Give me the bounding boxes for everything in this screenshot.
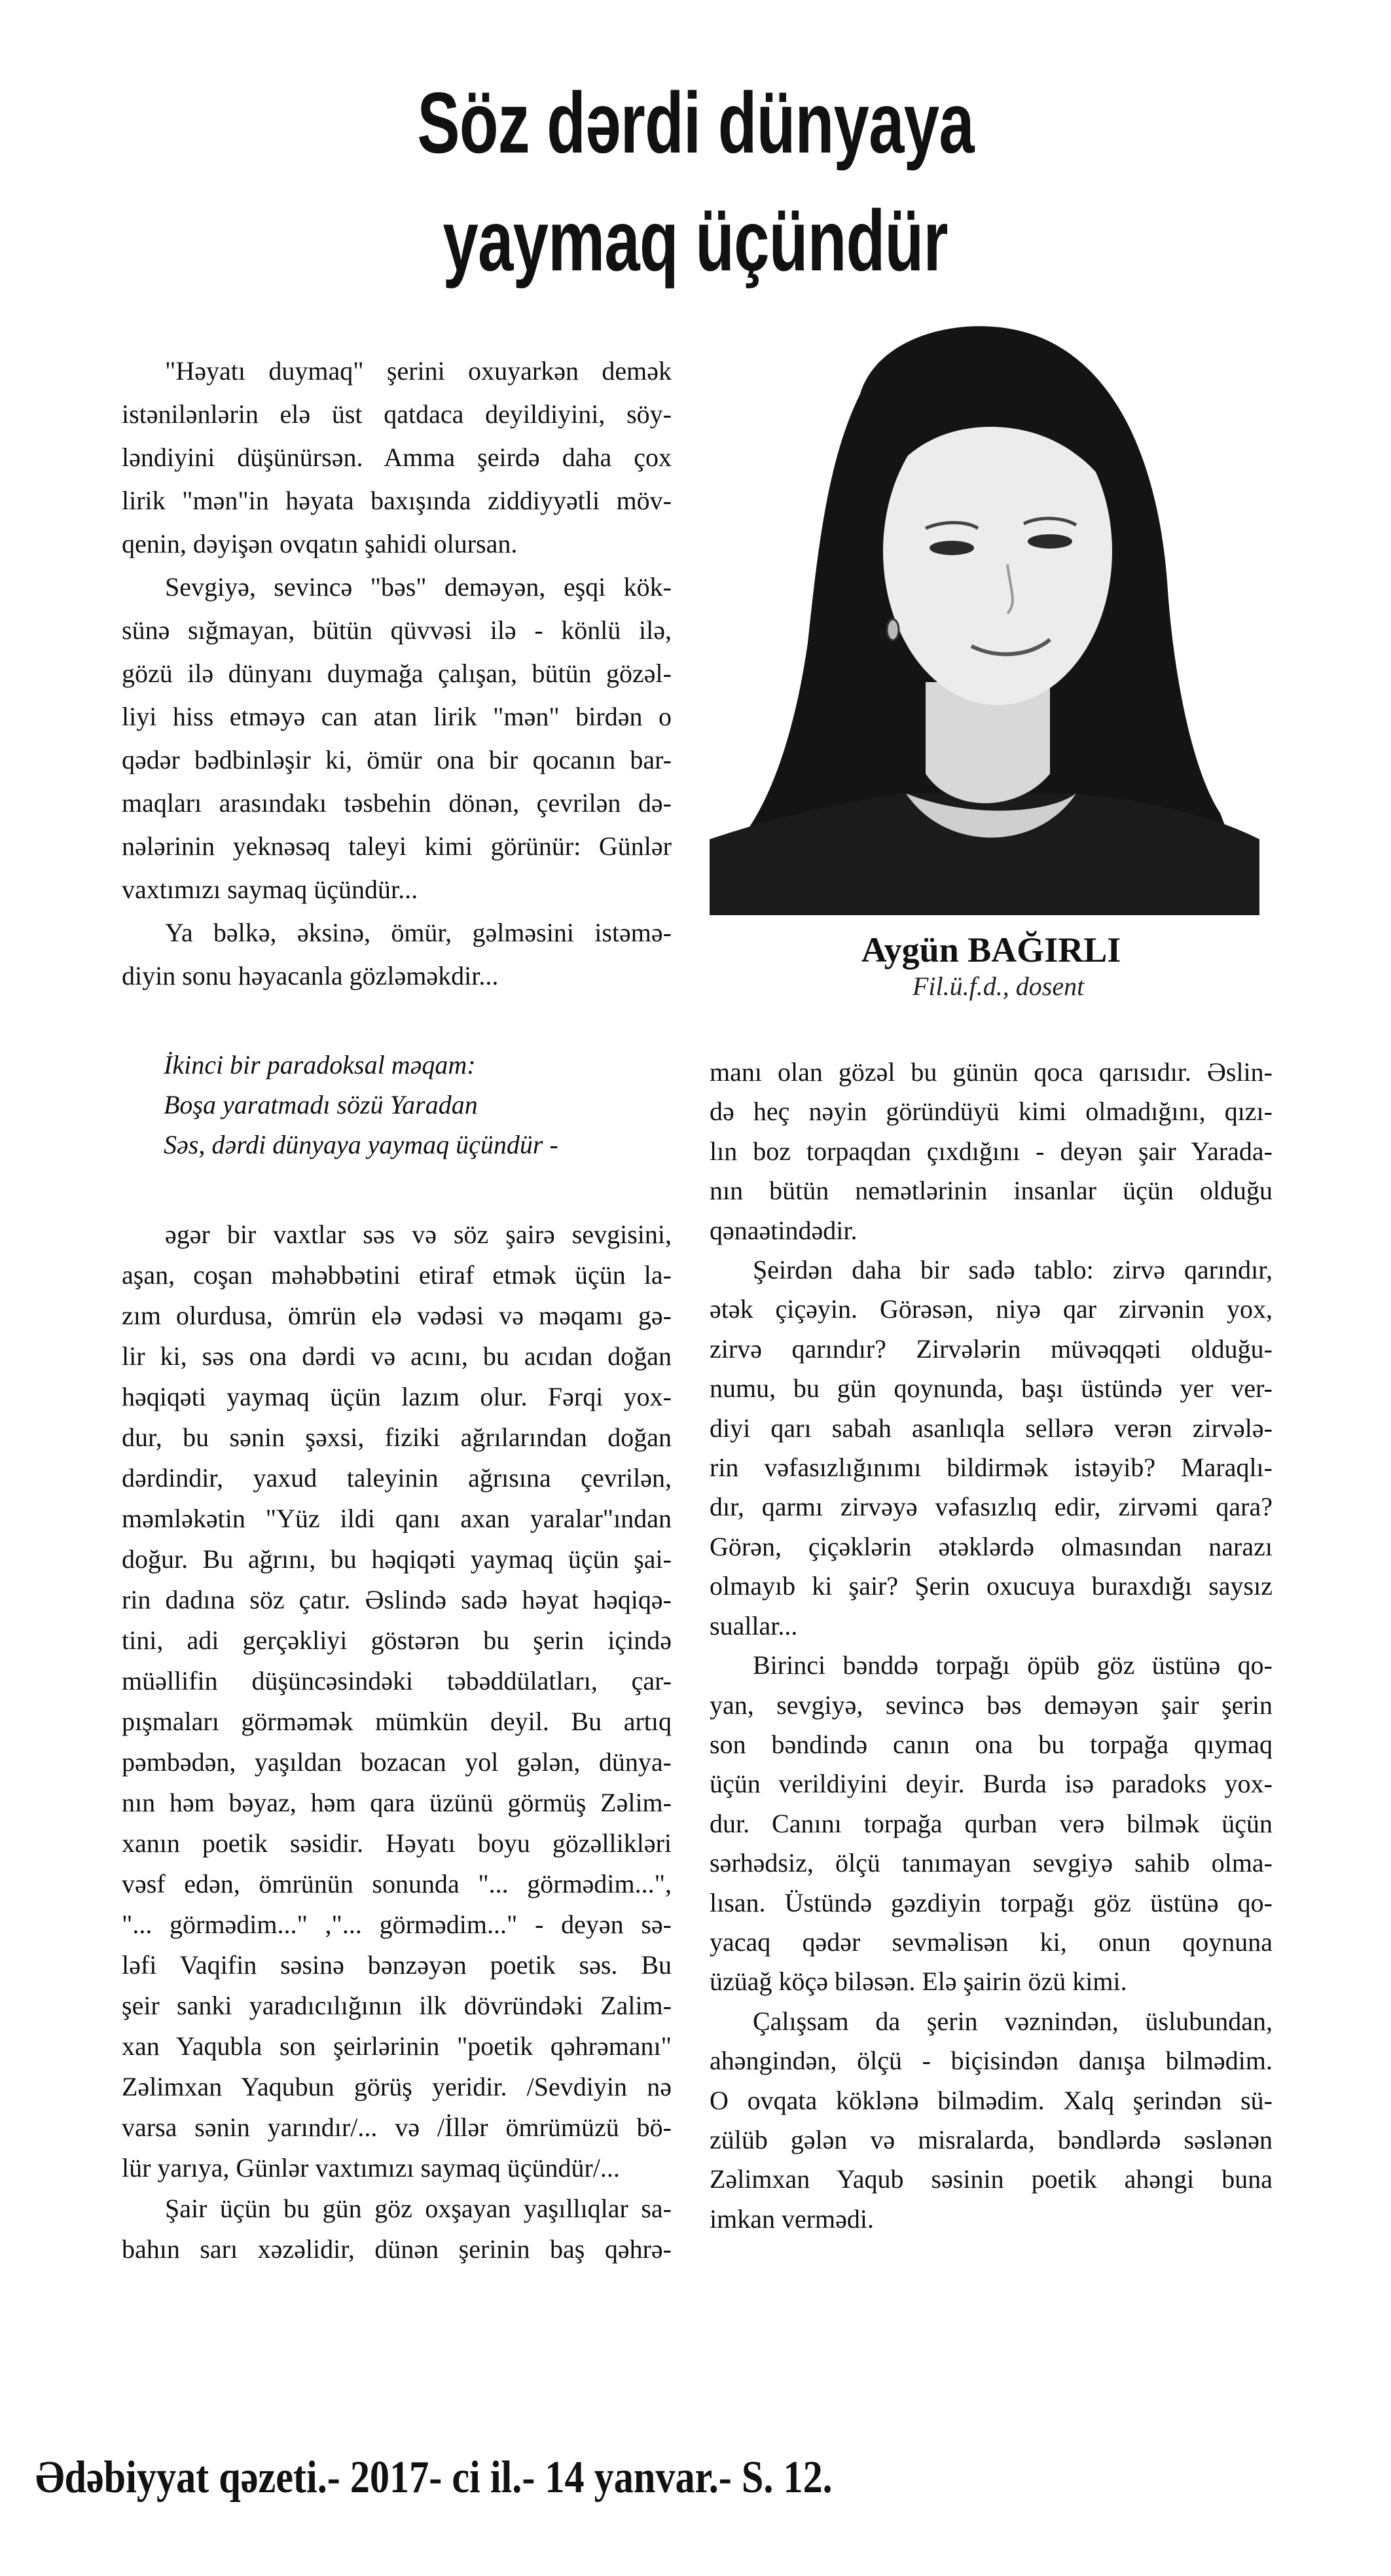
text-line: maqları arasındakı təsbehin dönən, çevrilən də- [122,788,672,818]
text-line: Şeirdən daha bir sadə tablo: zirvə qarındır, [753,1255,1273,1285]
text-line: istənilənlərin elə üst qatdaca deyildiyini, söy- [122,399,672,429]
text-line: "Həyatı duymaq" şerini oxuyarkən demək [165,356,672,386]
left-column-intro [122,350,672,998]
text-line: rin vəfasızlığınımı bildirmək istəyib? Maraqlı- [710,1453,1273,1483]
text-line: dır, qarmı zirvəyə vəfasızlıq edir, zirvəmi qara? [710,1492,1273,1522]
text-line: qenin, dəyişən ovqatın şahidi olursan. [122,529,518,558]
text-line: Ya bəlkə, əksinə, ömür, gəlməsini istəmə- [165,918,672,947]
text-line: suallar... [710,1610,798,1641]
author-photo [710,316,1259,915]
text-line: lın boz torpaqdan çıxdığını - deyən şair Yarada- [710,1136,1273,1166]
text-line: sünə sığmayan, bütün qüvvəsi ilə - könlü ilə, [122,615,672,645]
text-line: dur, bu sənin şəxsi, fiziki ağrılarından doğan [122,1423,672,1452]
text-line: diyi qarı sabah asanlıqla sellərə verən zirvələ- [710,1413,1273,1443]
portrait-image [710,316,1259,915]
text-line: numu, bu gün qoynunda, başı üstündə yer ver- [710,1373,1273,1404]
text-line: O ovqata köklənə bilmədim. Xalq şerindən sü- [710,2085,1273,2115]
text-line: manı olan gözəl bu günün qoca qarısıdır. Əslin- [710,1057,1273,1087]
text-line: nın bütün nemətlərinin insanlar üçün olduğu [710,1176,1273,1206]
text-line: tini, adi gerçəkliyi göstərən bu şerin içində [122,1625,672,1655]
text-line: qənaətindədir. [710,1215,858,1245]
text-line: yan, sevgiyə, sevincə bəs deməyən şair şerin [710,1690,1273,1720]
paragraph [710,1053,1273,1250]
text-line: Zəlimxan Yaqubun görüş yeridir. /Sevdiyin nə [122,2072,672,2101]
paragraph [122,911,672,998]
text-line: bahın sarı xəzəlidir, dünən şerinin baş qəhrə- [122,2234,672,2264]
text-line: rin dadına söz çatır. Əslində sadə həyat həqiqə- [122,1585,672,1614]
text-line: doğur. Bu ağrını, bu həqiqəti yaymaq üçün şai- [122,1544,672,1574]
poem-line: Səs, dərdi dünyaya yaymaq üçündür - [164,1130,558,1159]
text-line: üçün verildiyini deyir. Burda isə paradoks yox- [710,1769,1273,1799]
text-line: diyin sonu həyacanla gözləməkdir... [122,961,499,990]
text-line: ahəngindən, ölçü - biçisindən danışa bilmədim. [710,2046,1273,2076]
text-line: lirik "mən"in həyata baxışında ziddiyyətli möv- [122,486,672,515]
text-line: Birinci bənddə torpağı öpüb göz üstünə qo- [753,1650,1273,1680]
right-column-body [710,1053,1273,2239]
text-line: üzüağ köçə biləsən. Elə şairin özü kimi. [710,1967,1127,1997]
text-line: pışmaları görməmək mümkün deyil. Bu artıq [122,1707,672,1736]
poem-line: Boşa yaratmadı sözü Yaradan [164,1090,478,1119]
text-line: zirvə qarındır? Zirvələrin müvəqqəti olduğu- [710,1333,1273,1364]
text-line: zülüb gələn və misralarda, bəndlərdə səslənən [710,2124,1273,2154]
text-line: lür yarıya, Günlər vaxtımızı saymaq üçündür/... [122,2153,620,2183]
paragraph [122,566,672,911]
text-line: vəsf edən, ömrünün sonunda "... görmədim...", [122,1869,672,1898]
poem-quote [164,1045,558,1165]
text-line: xan Yaqubla son şeirlərinin "poetik qəhrəmanı" [122,2031,672,2061]
text-line: son bəndində canın ona bu torpağa qıymaq [710,1729,1273,1759]
text-line: gözü ilə dünyanı duymağa çalışan, bütün gözəl- [122,659,672,688]
text-line: Şair üçün bu gün göz oxşayan yaşıllıqlar sa- [165,2194,672,2223]
author-name: Aygün BAĞIRLI [861,930,1121,970]
text-line: əgər bir vaxtlar səs və söz şairə sevgisini, [165,1220,672,1249]
text-line: ləndiyini düşünürsən. Amma şeirdə daha çox [122,443,672,472]
text-line: zım olurdusa, ömrün elə vədəsi və məqamı gə- [122,1301,672,1330]
title-text: yaymaq üçündür [443,192,948,289]
author-title: Fil.ü.f.d., dosent [912,971,1085,1001]
poem-line: İkinci bir paradoksal məqam: [164,1050,476,1079]
text-line: pəmbədən, yaşıldan bozacan yol gələn, dünya- [122,1747,672,1777]
text-line: qədər bədbinləşir ki, ömür ona bir qocanın bar- [122,745,672,774]
text-line: nələrinin yeknəsəq taleyi kimi görünür: Günlər [122,831,672,861]
paragraph [122,350,672,566]
text-line: Zəlimxan Yaqub səsinin poetik ahəngi buna [710,2164,1273,2194]
text-line: müəllifin düşüncəsindəki təbəddülatları, çar- [122,1666,672,1696]
text-line: həqiqəti yaymaq üçün lazım olur. Fərqi yox- [122,1382,672,1411]
text-line: Görən, çiçəklərin ətəklərdə olmasından narazı [710,1531,1273,1561]
article-title-line-1 [0,75,1391,171]
text-line: də heç nəyin göründüyü kimi olmadığını, qızı- [710,1097,1273,1127]
text-line: nın həm bəyaz, həm qara üzünü görmüş Zəlim- [122,1788,672,1817]
left-column-body [122,1214,672,2270]
paragraph [122,2188,672,2270]
title-text: Söz dərdi dünyaya [417,75,974,171]
text-line: liyi hiss etməyə can atan lirik "mən" birdən o [122,702,672,731]
paragraph [710,1250,1273,1646]
text-line: vaxtımızı saymaq üçündür... [122,875,418,904]
text-line: aşan, coşan məhəbbətini etiraf etmək üçün la- [122,1260,672,1290]
text-line: varsa sənin yarındır/... və /İllər ömrümüzü bö- [122,2113,672,2142]
text-line: olmayıb ki şair? Şerin oxucuya buraxdığı saysız [710,1571,1273,1601]
text-line: dərdindir, yaxud taleyinin ağrısına çevrilən, [122,1463,672,1493]
paragraph [710,1646,1273,2002]
text-line: lir ki, səs ona dərdi və acını, bu acıdan doğan [122,1341,672,1371]
paragraph [710,2002,1273,2239]
source-citation: Ədəbiyyat qəzeti.- 2017- ci il.- 14 yanvar.- S. 12. [35,2452,833,2503]
text-line: ləfi Vaqifin səsinə bənzəyən poetik səs. Bu [122,1950,672,1980]
text-line: "... görmədim..." ,"... görmədim..." - deyən sə- [122,1910,672,1939]
text-line: ətək çiçəyin. Görəsən, niyə qar zirvənin yox, [710,1294,1273,1324]
text-line: Sevgiyə, sevincə "bəs" deməyən, eşqi kök- [165,572,672,602]
text-line: lısan. Üstündə gəzdiyin torpağı göz üstünə qo- [710,1887,1273,1917]
text-line: məmləkətin "Yüz ildi qanı axan yaralar"ından [122,1504,672,1533]
text-line: sərhədsiz, ölçü tanımayan sevgiyə sahib olma- [710,1848,1273,1878]
text-line: dur. Canını torpağa qurban verə bilmək üçün [710,1808,1273,1838]
paragraph [122,1214,672,2188]
article-title-line-2 [0,192,1391,289]
text-line: Çalışsam da şerin vəznindən, üslubundan, [753,2006,1273,2036]
text-line: yacaq qədər sevməlisən ki, onun qoynuna [710,1927,1273,1957]
text-line: imkan vermədi. [710,2204,875,2234]
text-line: xanın poetik səsidir. Həyatı boyu gözəllikləri [122,1828,672,1858]
text-line: şeir sanki yaradıcılığının ilk dövründəki Zalim- [122,1991,672,2020]
